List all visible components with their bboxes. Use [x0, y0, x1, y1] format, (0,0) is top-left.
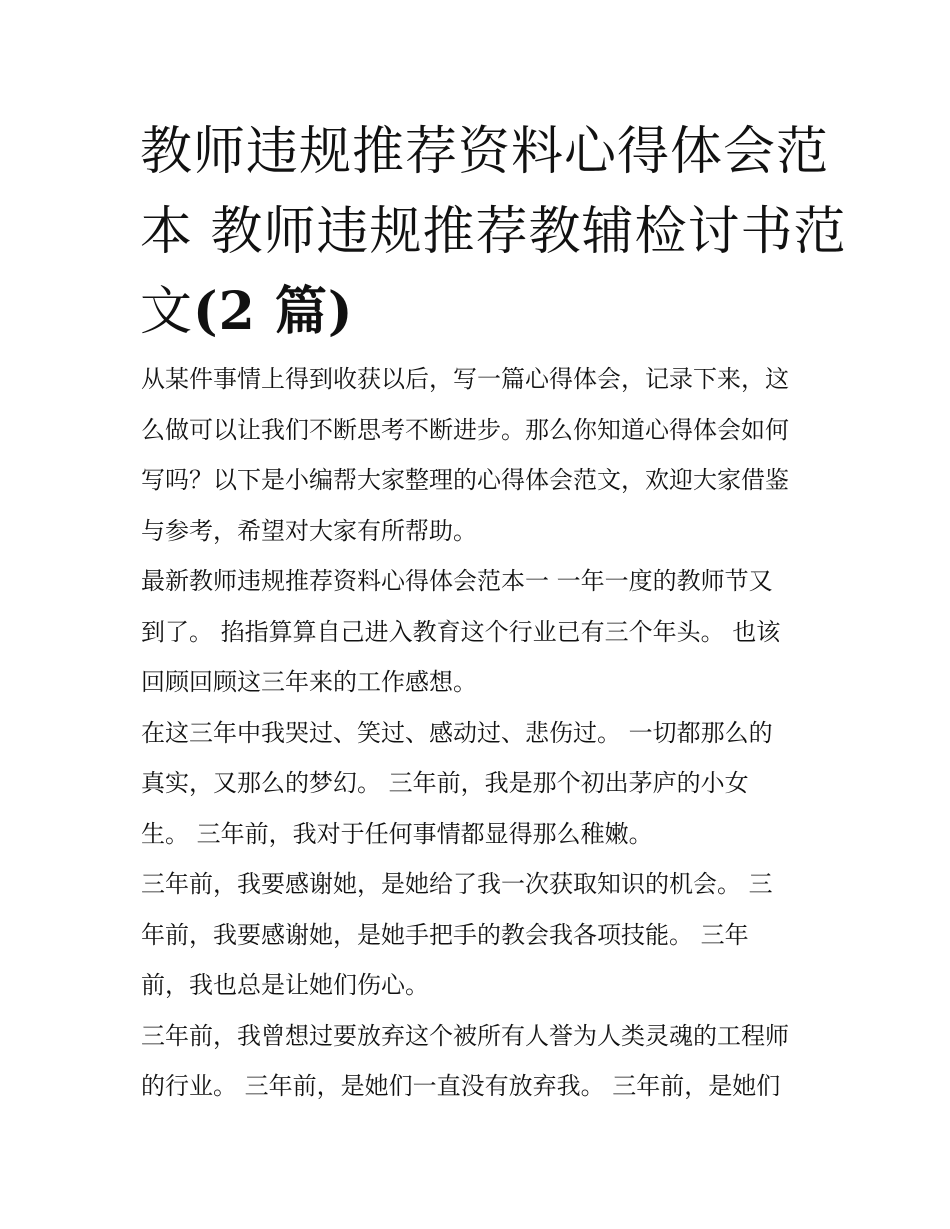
title-suffix: (2 篇): [193, 281, 354, 342]
body-line: 三年前，我要感谢她，是她给了我一次获取知识的机会。 三: [141, 870, 773, 898]
body-line: 前，我也总是让她们伤心。: [141, 971, 429, 999]
body-line: 从某件事情上得到收获以后，写一篇心得体会，记录下来，这: [141, 365, 789, 393]
document-title: [140, 112, 847, 352]
body-line: 最新教师违规推荐资料心得体会范本一 一年一度的教师节又: [141, 567, 773, 595]
body-line: 么做可以让我们不断思考不断进步。那么你知道心得体会如何: [141, 415, 789, 444]
title-line-last: [140, 272, 820, 352]
title-line: 本 教师违规推荐教辅检讨书范: [140, 202, 847, 262]
title-line-text: 文: [140, 282, 194, 342]
body-line: 生。 三年前，我对于任何事情都显得那么稚嫩。: [141, 819, 653, 848]
body-line: 到了。 掐指算算自己进入教育这个行业已有三个年头。 也该: [141, 617, 781, 646]
body-line: 真实，又那么的梦幻。 三年前，我是那个初出茅庐的小女: [141, 769, 749, 797]
body-line: 的行业。 三年前，是她们一直没有放弃我。 三年前，是她们: [141, 1072, 781, 1100]
body-line: 回顾回顾这三年来的工作感想。: [141, 668, 477, 696]
body-line: 年前，我要感谢她，是她手把手的教会我各项技能。 三年: [141, 920, 749, 949]
title-line: 教师违规推荐资料心得体会范: [140, 122, 830, 182]
body-line: 写吗？以下是小编帮大家整理的心得体会范文，欢迎大家借鉴: [141, 466, 789, 494]
body-line: 与参考，希望对大家有所帮助。: [141, 516, 477, 545]
document-body: [141, 354, 821, 1112]
body-line: 三年前，我曾想过要放弃这个被所有人誉为人类灵魂的工程师: [141, 1021, 789, 1050]
body-line: 在这三年中我哭过、笑过、感动过、悲伤过。 一切都那么的: [141, 718, 773, 747]
